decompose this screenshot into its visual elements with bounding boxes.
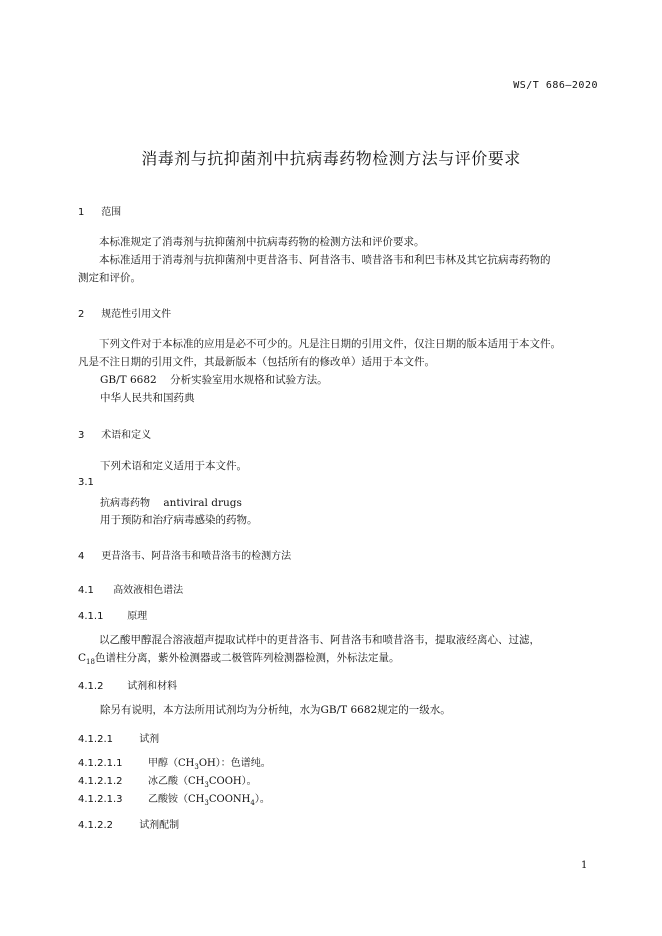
section-1-heading xyxy=(78,203,121,218)
document-title: 消毒剂与抗抑菌剂中抗病毒药物检测方法与评价要求 xyxy=(141,149,521,168)
item-name: 冰乙酸 xyxy=(148,776,178,787)
item-formula: $(CH_3OH)$：色谱纯。 xyxy=(168,758,271,771)
reagent-item xyxy=(78,790,270,807)
section-title: 范围 xyxy=(101,207,122,218)
section-title: 原理 xyxy=(127,611,148,622)
section-title: 高效液相色谱法 xyxy=(113,585,184,596)
section-title: 更昔洛韦、阿昔洛韦和喷昔洛韦的检测方法 xyxy=(101,551,292,562)
reference-code: GB/T 6682 xyxy=(320,704,378,716)
reference-title: 分析实验室用水规格和试验方法。 xyxy=(170,374,328,386)
term-entry xyxy=(100,494,242,509)
section-title: 试剂配制 xyxy=(139,820,180,831)
term-number: 3.1 xyxy=(78,477,94,488)
reagent-item xyxy=(78,754,271,771)
section-number: 4.1.2.1 xyxy=(78,734,113,745)
item-name: 甲醇 xyxy=(148,758,168,769)
section-4-heading xyxy=(78,547,291,562)
section-1-paragraph-2 xyxy=(78,251,600,287)
section-number: 4 xyxy=(78,551,85,562)
reference-gbt6682 xyxy=(100,372,328,387)
item-formula: $(CH_3COOH)$。 xyxy=(178,776,257,789)
paragraph-text: 除另有说明，本方法所用试剂均为分析纯，水为 xyxy=(100,704,321,716)
section-title: 术语和定义 xyxy=(101,430,152,441)
section-3-heading xyxy=(78,426,151,441)
section-number: 4.1.2.2 xyxy=(78,820,113,831)
section-1-paragraph-1 xyxy=(78,233,600,251)
item-number: 4.1.2.1.3 xyxy=(78,794,123,805)
paragraph-text: 以乙酸甲醇混合溶液超声提取试样中的更昔洛韦、阿昔洛韦和喷昔洛韦，提取液经离心、过滤， xyxy=(99,634,540,646)
item-number: 4.1.2.1.1 xyxy=(78,758,123,769)
section-4-1-2-paragraph xyxy=(100,702,451,717)
section-4-1-2-1-heading xyxy=(78,730,159,745)
term-definition: 用于预防和治疗病毒感染的药物。 xyxy=(100,514,258,526)
paragraph-text: 下列文件对于本标准的应用是必不可少的。凡是注日期的引用文件，仅注日期的版本适用于本文件。 xyxy=(99,338,561,350)
section-4-1-2-2-heading xyxy=(78,816,179,831)
item-name: 乙酸铵 xyxy=(148,794,178,805)
column-prefix: C xyxy=(78,652,87,664)
paragraph-text: 本标准规定了消毒剂与抗抑菌剂中抗病毒药物的检测方法和评价要求。 xyxy=(99,236,425,248)
term-chinese: 抗病毒药物 xyxy=(100,498,150,509)
section-4-1-heading xyxy=(78,581,183,596)
section-number: 4.1.1 xyxy=(78,611,104,622)
page-number: 1 xyxy=(581,860,588,871)
reagent-item xyxy=(78,772,257,789)
term-english: antiviral drugs xyxy=(163,497,242,509)
section-title: 规范性引用文件 xyxy=(101,309,172,320)
item-formula: $(CH_3COONH_4)$。 xyxy=(178,794,270,807)
paragraph-text: 本标准适用于消毒剂与抗抑菌剂中更昔洛韦、阿昔洛韦、喷昔洛韦和利巴韦林及其它抗病毒药物的 xyxy=(99,254,551,266)
section-4-1-2-heading xyxy=(78,677,177,692)
reference-code: GB/T 6682 xyxy=(100,374,157,386)
section-title: 试剂和材料 xyxy=(127,681,178,692)
section-2-heading xyxy=(78,305,171,320)
standard-code: WS/T 686—2020 xyxy=(513,80,598,91)
section-2-paragraph-1 xyxy=(78,335,600,371)
reference-pharmacopoeia: 中华人民共和国药典 xyxy=(100,392,195,404)
section-number: 3 xyxy=(78,430,85,441)
section-4-1-1-heading xyxy=(78,607,147,622)
paragraph-text-cont: 规定的一级水。 xyxy=(377,704,451,716)
section-4-1-1-paragraph xyxy=(78,631,600,671)
item-number: 4.1.2.1.2 xyxy=(78,776,123,787)
paragraph-text-cont: 测定和评价。 xyxy=(78,272,141,284)
section-number: 4.1.2 xyxy=(78,681,104,692)
section-number: 1 xyxy=(78,207,85,218)
section-3-paragraph-1: 下列术语和定义适用于本文件。 xyxy=(100,460,247,472)
section-title: 试剂 xyxy=(139,734,160,745)
section-number: 4.1 xyxy=(78,585,94,596)
column-subscript: 18 xyxy=(86,658,95,667)
section-number: 2 xyxy=(78,309,85,320)
paragraph-text-cont: 凡是不注日期的引用文件，其最新版本（包括所有的修改单）适用于本文件。 xyxy=(78,356,435,368)
paragraph-text-cont: 色谱柱分离，紫外检测器或二极管阵列检测器检测，外标法定量。 xyxy=(94,652,400,664)
